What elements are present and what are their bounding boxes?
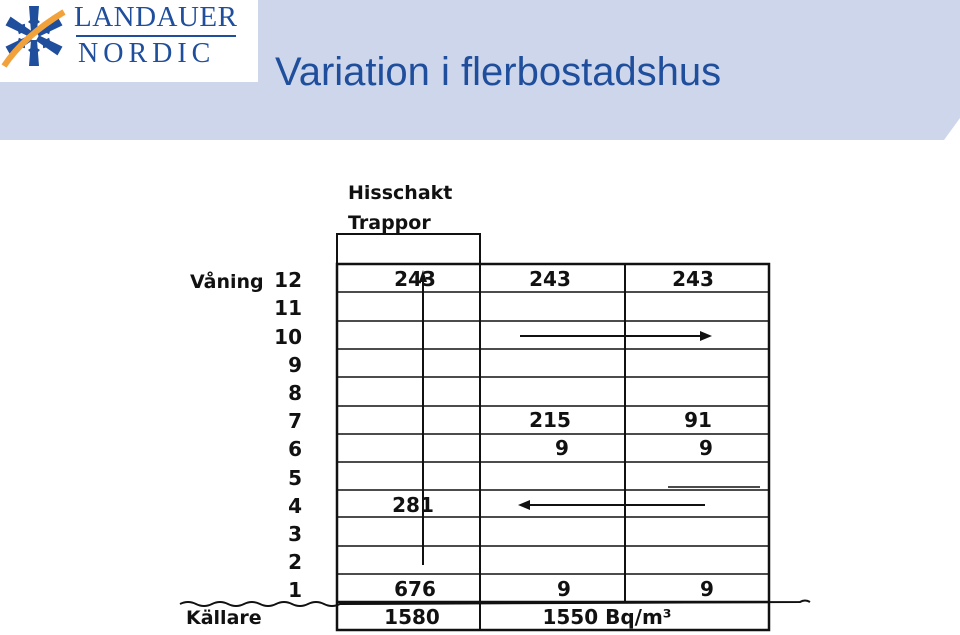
- value-mid-floor7: 215: [529, 408, 571, 432]
- arrow-left-icon: [518, 500, 530, 510]
- value-right-floor6: 9: [699, 436, 713, 460]
- floor-number: 7: [288, 409, 302, 433]
- value-mid-floor12: 243: [529, 267, 571, 291]
- floor-number: 11: [274, 296, 302, 320]
- floor-number: 9: [288, 353, 302, 377]
- floor-number: 8: [288, 381, 302, 405]
- value-shaft-basement: 1580: [384, 605, 440, 629]
- floor-axis-label: Våning: [190, 271, 264, 293]
- value-right-floor1: 9: [700, 577, 714, 601]
- floor-number: 1: [288, 578, 302, 602]
- logo-text-landauer: LANDAUER: [74, 1, 238, 33]
- arrow-right-icon: [700, 331, 712, 341]
- floor-number: 6: [288, 437, 302, 461]
- value-basement-other: 1550 Bq/m³: [542, 605, 672, 629]
- value-shaft-floor12: 243: [394, 267, 436, 291]
- floor-number: 4: [288, 494, 302, 518]
- floor-number: 5: [288, 466, 302, 490]
- value-mid-floor6: 9: [555, 436, 569, 460]
- floor-number: 10: [274, 325, 302, 349]
- basement-label: Källare: [186, 607, 262, 629]
- value-right-floor12: 243: [672, 267, 714, 291]
- page-title: Variation i flerbostadshus: [275, 50, 722, 94]
- logo-text-nordic: NORDIC: [78, 38, 216, 69]
- shaft-label-hisschakt: Hisschakt: [348, 182, 453, 204]
- value-mid-floor1: 9: [557, 577, 571, 601]
- shaft-top-box: [337, 234, 480, 264]
- floor-number: 3: [288, 522, 302, 546]
- value-right-floor7: 91: [684, 408, 712, 432]
- shaft-label-trappor: Trappor: [348, 212, 431, 234]
- value-shaft-floor4: 281: [392, 493, 434, 517]
- floor-number: 12: [274, 268, 302, 292]
- floor-numbers: [274, 268, 302, 602]
- value-shaft-floor1: 676: [394, 577, 436, 601]
- floor-number: 2: [288, 550, 302, 574]
